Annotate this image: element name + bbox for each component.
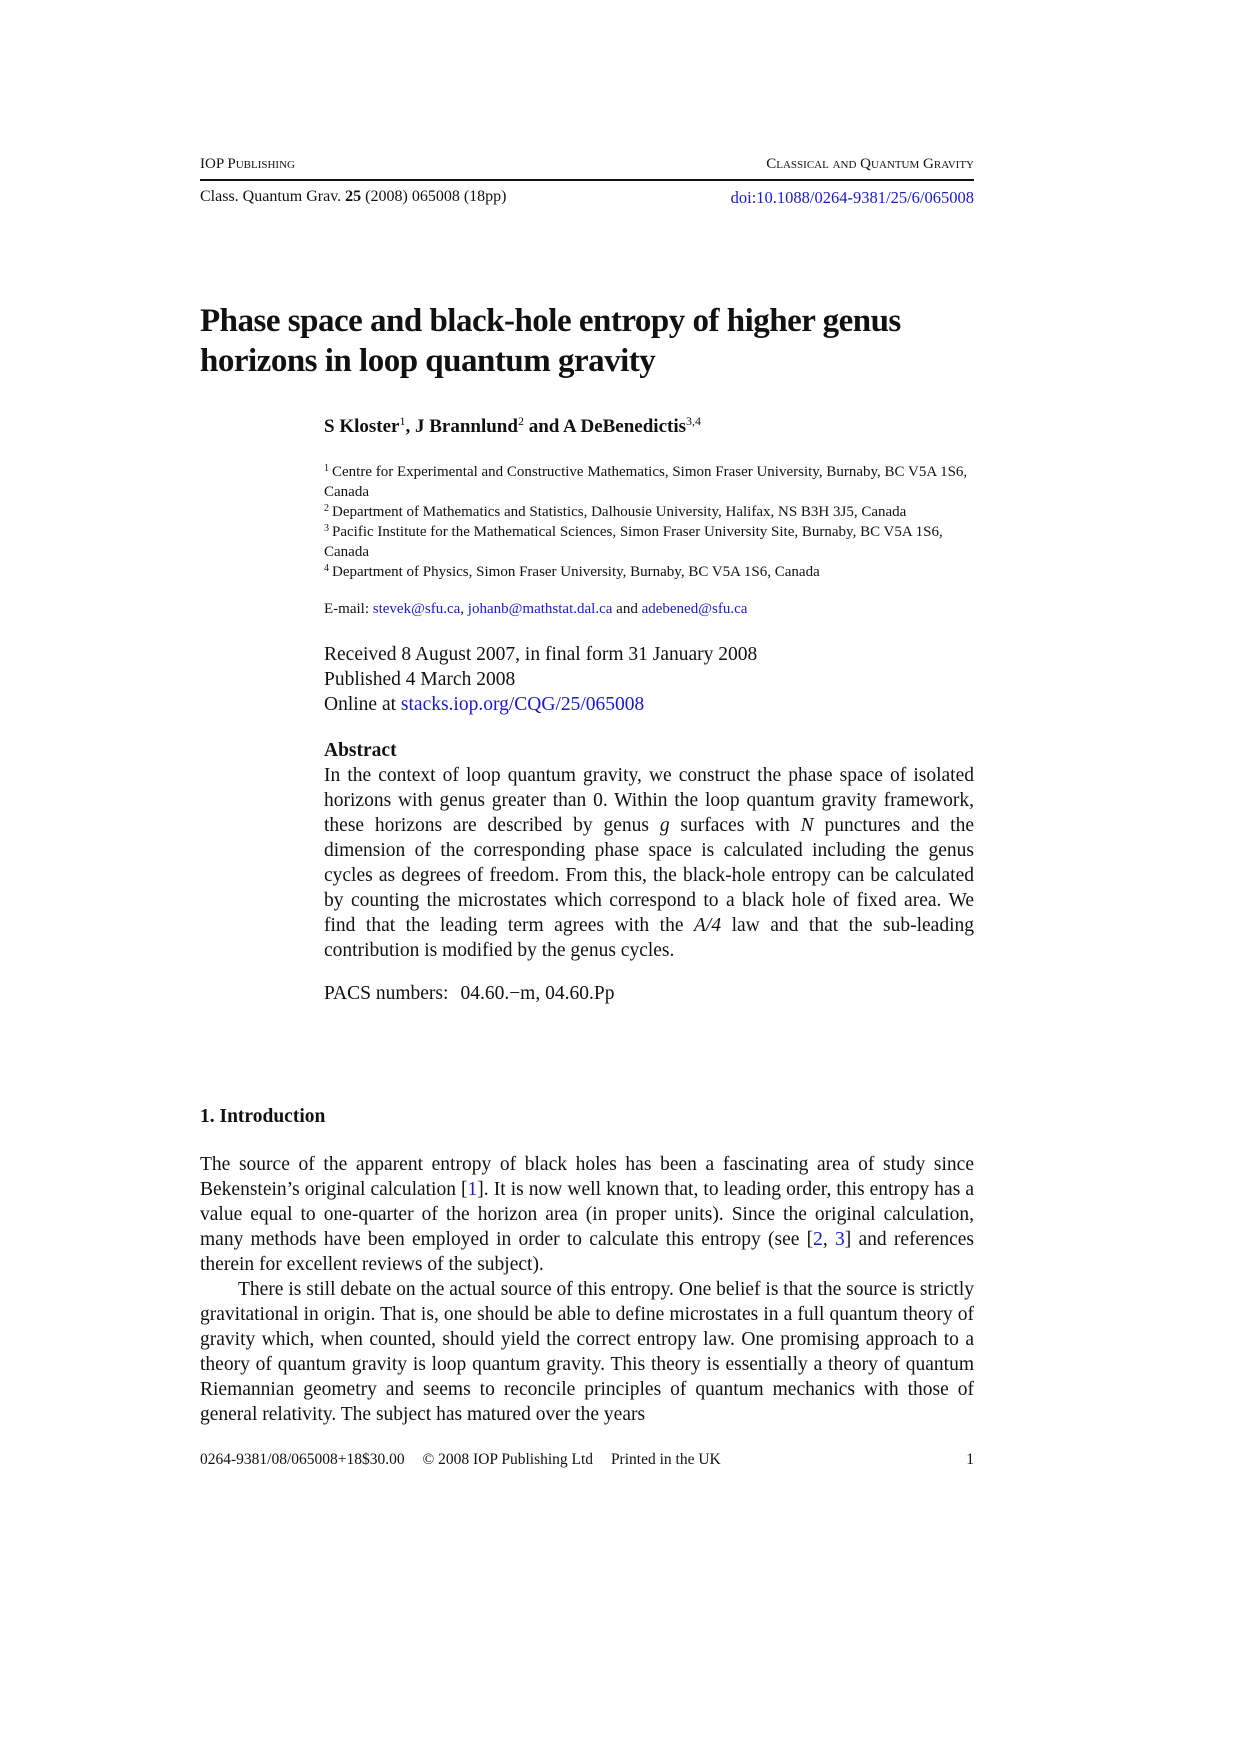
paper-title: Phase space and black-hole entropy of higher genus horizons in loop quantum gravity xyxy=(200,303,901,379)
footer-printed: Printed in the UK xyxy=(610,1451,721,1468)
abstract xyxy=(324,738,974,963)
affiliation-item: $^4$ Department of Physics, Simon Fraser University, Burnaby, BC V5A 1S6, Canada xyxy=(324,563,820,580)
page-number: 1 xyxy=(966,1451,974,1468)
author-list xyxy=(324,416,701,438)
pacs-value: 04.60.−m, 04.60.Pp xyxy=(460,983,615,1004)
abstract-body: In the context of loop quantum gravity, we construct the phase space of isolated horizons with genus greater than 0. Within the loop quantum gravity framework, these horizons are described by genus g surfaces with N punctures and the dimension of the corresponding phase space is calculated including the genus cycles as degrees of freedom. From this, the black-hole entropy can be calculated by counting the microstates which correspond to a black hole of fixed area. We find that the leading term agrees with the A/4 law and that the sub-leading contribution is modified by the genus cycles. xyxy=(324,765,974,961)
affiliation-marker: 1 xyxy=(399,414,406,428)
affiliation-item: $^2$ Department of Mathematics and Statistics, Dalhousie University, Halifax, NS B3H 3J5, Canada xyxy=(324,503,907,520)
pacs-label: PACS numbers: xyxy=(324,983,449,1004)
email-label: E-mail: xyxy=(324,601,369,617)
header-rule xyxy=(200,179,974,181)
section-heading: 1. Introduction xyxy=(200,1106,326,1127)
paragraph: There is still debate on the actual source of this entropy. One belief is that the source is strictly gravitational in origin. That is, one should be able to define microstates in a full quantum theory of gravity which, when counted, should yield the correct entropy law. One promising approach to a theory of quantum gravity is loop quantum gravity. This theory is essentially a theory of quantum Riemannian geometry and seems to reconcile principles of quantum mechanics with those of general relativity. The subject has matured over the years xyxy=(200,1279,974,1425)
email-link[interactable]: stevek@sfu.ca xyxy=(372,601,461,617)
author: S Kloster$^1$, xyxy=(324,414,415,437)
pacs-numbers xyxy=(324,983,614,1005)
footer-info xyxy=(200,1451,735,1469)
citation-prefix: Class. Quantum Grav. xyxy=(200,188,342,205)
author: A DeBenedictis$^{3,4}$ xyxy=(563,414,702,437)
section-body xyxy=(200,1152,974,1427)
online-link[interactable]: stacks.iop.org/CQG/25/065008 xyxy=(400,694,645,715)
affiliation-marker: 3,4 xyxy=(686,414,702,428)
journal-label xyxy=(766,156,974,173)
citation-link[interactable]: 3 xyxy=(835,1229,845,1250)
author: J Brannlund$^2$ and xyxy=(414,414,564,437)
journal-citation xyxy=(200,188,506,206)
email-line: E-mail: stevek@sfu.ca, johanb@mathstat.dal.ca and adebened@sfu.ca xyxy=(324,601,748,617)
footer-copyright: © 2008 IOP Publishing Ltd xyxy=(422,1451,594,1468)
email-link[interactable]: adebened@sfu.ca xyxy=(641,601,748,617)
citation-volume: 25 xyxy=(345,188,362,205)
citation-link[interactable]: 1 xyxy=(467,1179,478,1200)
publisher-name: IOP Publishing xyxy=(200,156,295,172)
affiliation-item: $^1$ Centre for Experimental and Constructive Mathematics, Simon Fraser University, Burnaby, BC V5A 1S6, Canada xyxy=(324,463,968,500)
citation-link[interactable]: 2 xyxy=(813,1229,823,1250)
paragraph: The source of the apparent entropy of black holes has been a fascinating area of study since Bekenstein’s original calculation [1]. It is now well known that, to leading order, this entropy has a value equal to one-quarter of the horizon area (in proper units). Since the original calculation, many methods have been employed in order to calculate this entropy (see [2, 3] and references therein for excellent reviews of the subject). xyxy=(200,1154,975,1275)
published-date: Published 4 March 2008 xyxy=(324,669,516,690)
journal-name: Classical and Quantum Gravity xyxy=(766,156,974,172)
affiliation-item: $^3$ Pacific Institute for the Mathematical Sciences, Simon Fraser University Site, Burnaby, BC V5A 1S6, Canada xyxy=(324,523,943,560)
affiliation-list xyxy=(324,462,984,582)
citation-suffix: (2008) 065008 (18pp) xyxy=(365,188,507,205)
abstract-heading: Abstract xyxy=(324,740,397,761)
doi-link[interactable]: doi:10.1088/0264-9381/25/6/065008 xyxy=(730,188,974,207)
affiliation-marker: 2 xyxy=(517,414,524,428)
publisher-label xyxy=(200,156,295,173)
received-date: Received 8 August 2007, in final form 31 January 2008 xyxy=(324,644,758,665)
publication-dates xyxy=(324,642,757,717)
footer-code: 0264-9381/08/065008+18$30.00 xyxy=(200,1451,405,1468)
online-line: Online at stacks.iop.org/CQG/25/065008 xyxy=(324,694,645,715)
email-link[interactable]: johanb@mathstat.dal.ca xyxy=(467,601,613,617)
